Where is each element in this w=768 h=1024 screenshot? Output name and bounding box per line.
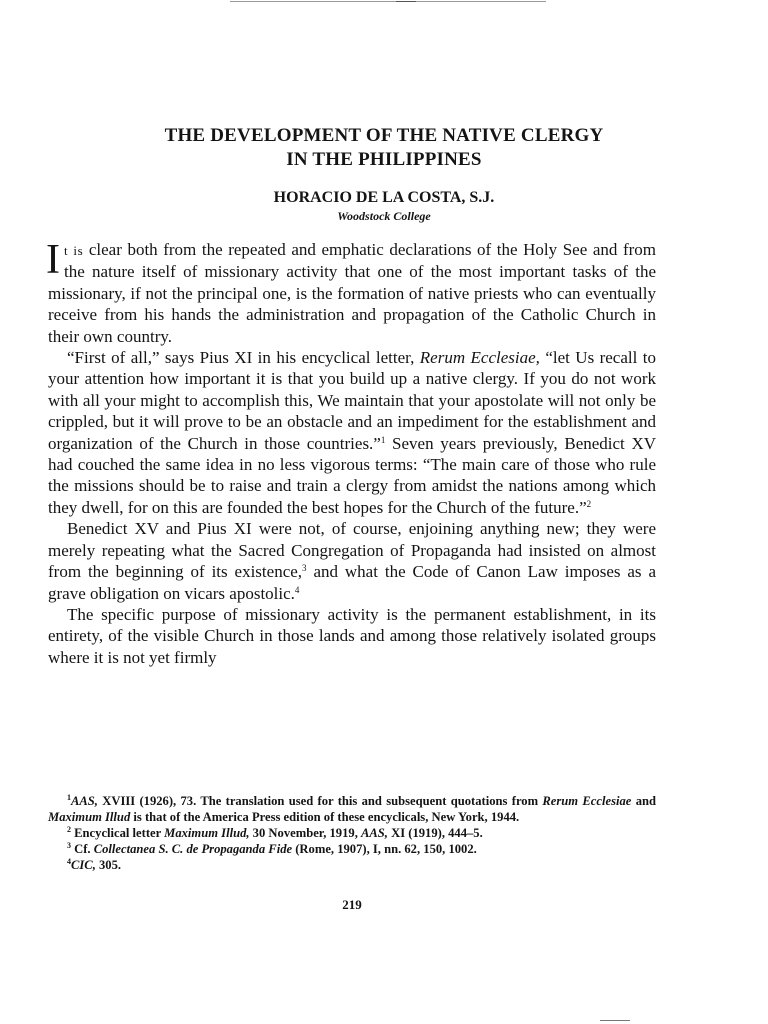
paragraph-3-text-a: Benedict XV and Pius XI were not, of course, enjoining anything new; they were merely repeating what the Sacred Congregation of Propaganda had insisted on almost from the beginning of its existence, <box>48 519 656 582</box>
paragraph-4: The specific purpose of missionary activity is the permanent establishment, in its entirety, of the visible Church in those lands and among those relatively isolated groups where it is not yet firmly <box>48 604 656 667</box>
paragraph-2-text-c: Seven years previously, Benedict XV had couched the same idea in no less vigorous terms: “The main care of those who rule the missions should be to raise and train a clergy from amidst the nations among which they dwell, for on this are founded the best hopes for the Church of the future.” <box>48 433 656 517</box>
encyclical-title: Rerum Ecclesiae, <box>419 348 540 368</box>
opening-small-caps: t is <box>64 243 84 258</box>
article-title <box>60 124 708 172</box>
footnote-3-text-b: (Rome, 1907), I, nn. 62, 150, 1002. <box>292 842 477 856</box>
footnote-ref-1: 1 <box>380 434 386 445</box>
author-affiliation: Woodstock College <box>337 209 431 223</box>
article-body <box>48 239 656 668</box>
footnote-4-mark: 4 <box>67 857 71 866</box>
footnote-2-text-c: XI (1919), 444–5. <box>387 826 483 840</box>
footnote-3-mark: 3 <box>67 841 71 850</box>
paragraph-2-text-b: “let Us recall to your attention how important it is that you build up a native clergy. If you do not work with all your might to accomplish this, We maintain that your apostolate will not only be crippled, but it will prove to be an obstacle and an impediment for the establishment and organization of the Church in those countries.” <box>48 348 656 453</box>
footnote-3 <box>48 841 656 857</box>
title-line-1: THE DEVELOPMENT OF THE NATIVE CLERGY <box>164 125 604 146</box>
footnote-1-journal: AAS, <box>71 794 98 808</box>
footnote-3-title: Collectanea S. C. de Propaganda Fide <box>93 842 293 856</box>
footnote-ref-2: 2 <box>586 498 592 509</box>
top-rule-accent <box>396 1 416 2</box>
footnote-1-text-c: is that of the America Press edition of these encyclicals, New York, 1944. <box>130 810 520 824</box>
title-line-2: IN THE PHILIPPINES <box>286 149 482 170</box>
footnote-2-journal: AAS, <box>361 826 388 840</box>
paragraph-3 <box>48 518 656 604</box>
footnotes <box>48 793 656 873</box>
footnote-2 <box>48 825 656 841</box>
footnote-4-text: 305. <box>95 858 122 872</box>
paragraph-2-text-a: “First of all,” says Pius XI in his encyclical letter, <box>67 348 420 368</box>
footnote-2-title: Maximum Illud, <box>164 826 250 840</box>
drop-cap: I <box>46 237 60 283</box>
paragraph-1-text: clear both from the repeated and emphatic declarations of the Holy See and from the nature itself of missionary activity that one of the most important tasks of the missionary, if not the principal one, is the formation of native priests who can eventually receive from his hands the administration and propagation of the Catholic Church in their own country. <box>48 240 656 346</box>
footnote-3-text-a: Cf. <box>71 842 94 856</box>
footnote-4 <box>48 857 656 873</box>
footnote-ref-3: 3 <box>302 563 307 574</box>
footnote-2-mark: 2 <box>67 825 71 834</box>
paragraph-2 <box>48 347 656 518</box>
top-rule <box>230 1 546 2</box>
footnote-1-text-a: XVIII (1926), 73. The translation used for this and subsequent quotations from <box>97 794 543 808</box>
footnote-1-mark: 1 <box>67 793 71 802</box>
author-name: HORACIO DE LA COSTA, S.J. <box>273 189 495 206</box>
footnote-2-text-a: Encyclical letter <box>71 826 165 840</box>
footnote-1-title-b: Maximum Illud <box>48 810 131 824</box>
footnote-1-text-b: and <box>631 794 656 808</box>
paragraph-3-text-b: and what the Code of Canon Law imposes as a grave obligation on vicars apostolic. <box>48 562 656 603</box>
footnote-1-title-a: Rerum Ecclesiae <box>542 794 632 808</box>
page-number: 219 <box>342 897 362 912</box>
bottom-rule <box>600 1020 630 1021</box>
footnote-ref-4: 4 <box>294 584 300 595</box>
paragraph-1 <box>48 239 656 347</box>
footnote-4-code: CIC, <box>71 858 96 872</box>
footnote-2-text-b: 30 November, 1919, <box>249 826 361 840</box>
footnote-1 <box>48 793 656 825</box>
